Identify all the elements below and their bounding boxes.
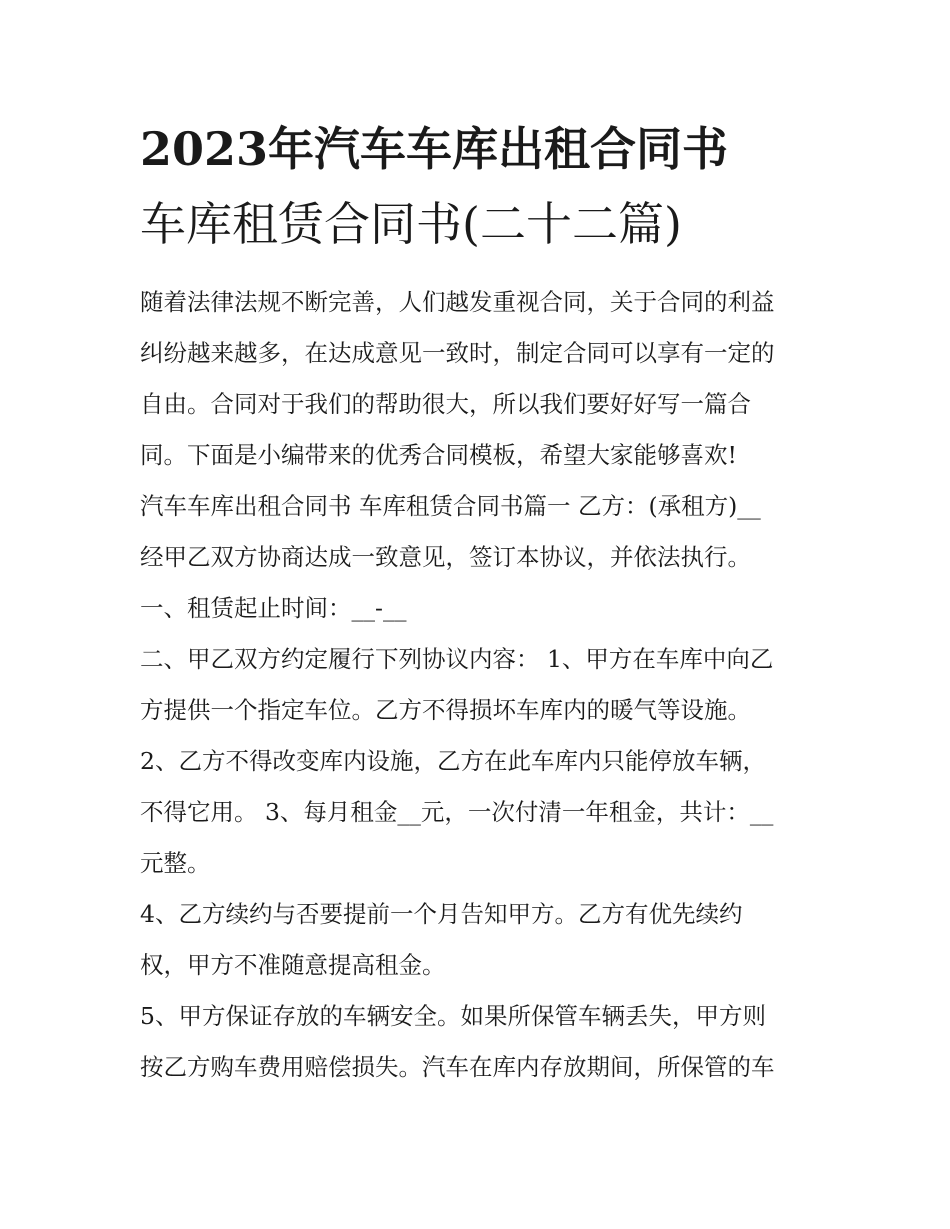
text-line: 纠纷越来越多，在达成意见一致时，制定合同可以享有一定的	[140, 339, 775, 367]
text-line: 同。下面是小编带来的优秀合同模板，希望大家能够喜欢!	[140, 441, 737, 469]
text-line: 元整。	[140, 849, 211, 877]
text-line: 一、租赁起止时间：__-__	[140, 594, 407, 622]
text-line: 不得它用。 3、每月租金__元，一次付清一年租金，共计：__	[140, 798, 774, 826]
text-line: 二、甲乙双方约定履行下列协议内容： 1、甲方在车库中向乙	[140, 645, 774, 673]
text-line: 5、甲方保证存放的车辆安全。如果所保管车辆丢失，甲方则	[140, 1002, 766, 1030]
text-line: 经甲乙双方协商达成一致意见，签订本协议，并依法执行。	[140, 543, 751, 571]
document-subtitle: 车库租赁合同书(二十二篇)	[140, 197, 682, 251]
text-line: 汽车车库出租合同书 车库租赁合同书篇一 乙方：(承租方)__	[140, 492, 761, 520]
text-line: 4、乙方续约与否要提前一个月告知甲方。乙方有优先续约	[140, 900, 743, 928]
document-body	[140, 277, 830, 1093]
text-line: 按乙方购车费用赔偿损失。汽车在库内存放期间，所保管的车	[140, 1053, 775, 1081]
text-line: 方提供一个指定车位。乙方不得损坏车库内的暖气等设施。	[140, 696, 751, 724]
document-title: 2023年汽车车库出租合同书	[140, 122, 729, 176]
text-line: 权，甲方不准随意提高租金。	[140, 951, 446, 979]
text-line: 随着法律法规不断完善，人们越发重视合同，关于合同的利益	[140, 288, 775, 316]
text-line: 自由。合同对于我们的帮助很大，所以我们要好好写一篇合	[140, 390, 751, 418]
text-line: 2、乙方不得改变库内设施，乙方在此车库内只能停放车辆，	[140, 747, 766, 775]
